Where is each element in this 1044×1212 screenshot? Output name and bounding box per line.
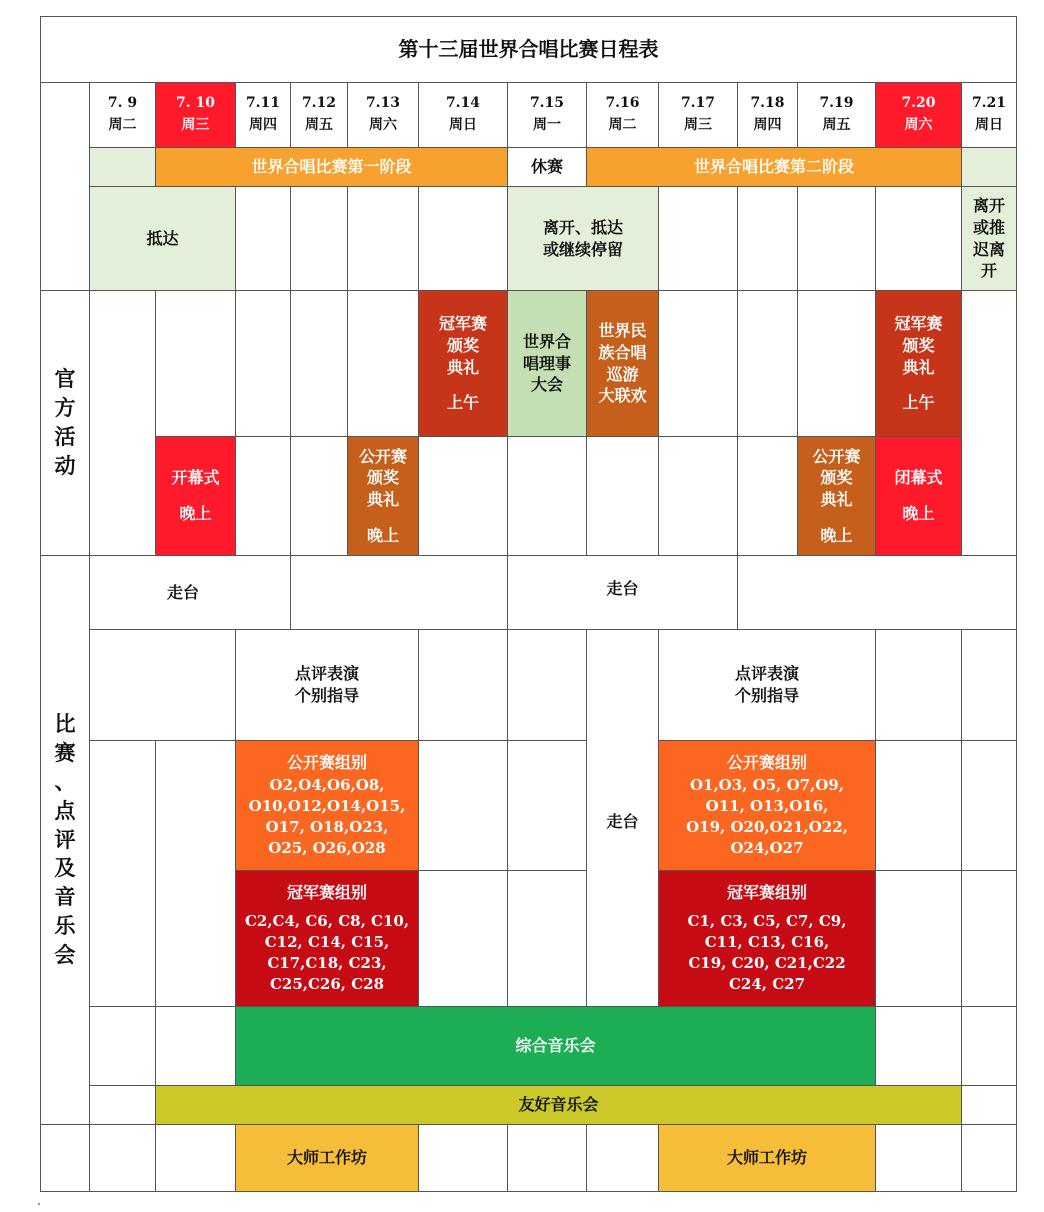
groups-empty-7-15-b: [507, 870, 587, 1007]
section-label-official: 官 方 活 动: [40, 290, 90, 556]
official-pm-empty-7-18: [737, 436, 798, 556]
day-header-7-15: [507, 82, 587, 148]
open-groups-title: 公开赛组别: [726, 753, 807, 773]
departure-line3: 迟离: [972, 239, 1005, 259]
page-speck: [38, 1203, 40, 1205]
arrival-empty-7-11: [235, 186, 291, 291]
champion-groups-line: C19, C20, C21,C22: [688, 953, 846, 972]
eval-empty-7-20: [875, 629, 962, 741]
day-weekday: 周日: [975, 117, 1003, 133]
evaluation-line2: 个别指导: [294, 686, 359, 705]
official-empty-7-19-am: [797, 290, 876, 437]
official-pm-empty-7-14: [418, 436, 508, 556]
award-line2: 颁奖: [446, 335, 479, 355]
day-weekday: 周五: [305, 117, 333, 133]
departure-line4: 开: [980, 261, 997, 281]
phase-empty-start: [89, 147, 156, 187]
official-empty-7-9: [89, 290, 156, 556]
departure-cell: [961, 186, 1017, 291]
day-weekday: 周一: [533, 117, 561, 133]
groups-empty-7-20-b: [875, 870, 962, 1007]
eval-empty-7-21: [961, 629, 1017, 741]
open-award-time: 晚上: [366, 525, 399, 545]
day-header-7-11: [235, 82, 291, 148]
workshop-empty-7-20: [875, 1124, 962, 1192]
day-date: 7.13: [365, 95, 401, 112]
official-pm-empty-7-17: [658, 436, 738, 556]
concert-empty-7-9: [89, 1006, 156, 1086]
arrival-empty-7-19: [797, 186, 876, 291]
day-weekday: 周日: [449, 117, 477, 133]
concert-empty-7-10: [155, 1006, 236, 1086]
day-header-7-18: [737, 82, 798, 148]
official-pm-empty-7-11: [235, 436, 291, 556]
groups-empty-7-14-b: [418, 870, 508, 1007]
groups-empty-7-21-b: [961, 870, 1017, 1007]
open-groups-line: O10,O12,O14,O15,: [248, 796, 406, 815]
arrival-empty-7-17: [658, 186, 738, 291]
groups-empty-7-14-a: [418, 740, 508, 871]
open-groups-line: O1,O3, O5, O7,O9,: [689, 775, 845, 794]
day-date: 7.16: [605, 95, 640, 112]
friendship-concert: 友好音乐会: [155, 1085, 962, 1125]
workshop-empty-7-21: [961, 1124, 1017, 1192]
day-weekday: 周四: [753, 117, 782, 133]
open-award-line1: 公开赛: [812, 446, 861, 466]
arrival-empty-7-12: [290, 186, 348, 291]
open-groups-line: O19, O20,O21,O22,: [686, 817, 848, 836]
champion-groups-line: C1, C3, C5, C7, C9,: [687, 911, 847, 930]
official-empty-7-17: [658, 290, 738, 437]
day-header-7-9: [89, 82, 156, 148]
day-date: 7. 9: [107, 95, 138, 112]
phase-rest: 休赛: [507, 147, 587, 187]
rehearsal-empty-mid: [290, 555, 508, 630]
eval-empty-7-15: [507, 629, 587, 741]
parade-line2: 族合唱: [598, 342, 647, 362]
opening-ceremony: [155, 436, 236, 556]
day-date: 7.20: [901, 95, 936, 112]
masterclass-workshop-first: 大师工作坊: [235, 1124, 419, 1192]
council-line3: 大会: [530, 375, 563, 395]
official-empty-7-11: [235, 290, 291, 437]
open-groups-line: O11, O13,O16,: [705, 796, 829, 815]
groups-empty-7-20-a: [875, 740, 962, 871]
champion-groups-line: C12, C14, C15,: [264, 932, 390, 951]
official-pm-empty-7-12: [290, 436, 348, 556]
champion-groups-line: C11, C13, C16,: [704, 932, 830, 951]
page-title: 第十三届世界合唱比赛日程表: [40, 16, 1017, 83]
champion-award-ceremony-second: [875, 290, 962, 437]
day-date: 7. 10: [176, 95, 215, 112]
council-meeting: [507, 290, 587, 437]
workshop-empty-7-15: [507, 1124, 587, 1192]
official-empty-7-12: [290, 290, 348, 437]
day-header-7-19: [797, 82, 876, 148]
closing-ceremony: [875, 436, 962, 556]
day-date: 7.19: [819, 95, 854, 112]
eval-empty-7-14: [418, 629, 508, 741]
award-line3: 典礼: [446, 357, 479, 377]
open-groups-line: O24,O27: [730, 838, 804, 857]
corner-cell: [40, 82, 90, 291]
day-weekday: 周二: [608, 117, 637, 133]
opening-time: 晚上: [179, 504, 212, 523]
champion-groups-line: C2,C4, C6, C8, C10,: [244, 911, 410, 930]
opening-label: 开幕式: [171, 468, 220, 488]
open-groups-line: O17, O18,O23,: [265, 817, 389, 836]
champion-groups-title: 冠军赛组别: [286, 883, 367, 903]
workshop-empty-7-14: [418, 1124, 508, 1192]
day-header-7-14: [418, 82, 508, 148]
leave-arrive-cell: [507, 186, 659, 291]
eval-empty-start: [89, 629, 236, 741]
phase-second: 世界合唱比赛第二阶段: [586, 147, 962, 187]
official-empty-7-13-am: [347, 290, 419, 437]
champion-groups-first: [235, 870, 419, 1007]
phase-empty-end: [961, 147, 1017, 187]
award-time: 上午: [902, 393, 935, 413]
evaluation-second: [658, 629, 876, 741]
groups-empty-7-21-a: [961, 740, 1017, 871]
general-concert: 综合音乐会: [235, 1006, 876, 1086]
leave-arrive-line1: 离开、抵达: [542, 217, 623, 237]
arrival-empty-7-18: [737, 186, 798, 291]
arrival-cell: 抵达: [89, 186, 236, 291]
award-line3: 典礼: [902, 357, 935, 377]
parade-line4: 大联欢: [598, 386, 647, 406]
rehearsal-empty-end: [737, 555, 1017, 630]
open-award-time: 晚上: [820, 525, 853, 545]
evaluation-first: [235, 629, 419, 741]
friendship-empty-7-9: [89, 1085, 156, 1125]
open-groups-line: O25, O26,O28: [268, 838, 386, 857]
award-line1: 冠军赛: [438, 314, 487, 334]
groups-empty-7-9: [89, 740, 156, 1007]
day-weekday: 周五: [822, 117, 851, 133]
evaluation-line2: 个别指导: [734, 686, 799, 705]
section-label-competition: 比 赛 、 点 评 及 音 乐 会: [40, 555, 90, 1125]
day-date: 7.11: [245, 95, 281, 112]
day-weekday: 周四: [249, 117, 277, 133]
departure-line1: 离开: [972, 196, 1005, 216]
workshop-empty-7-16: [586, 1124, 659, 1192]
day-date: 7.12: [301, 95, 337, 112]
official-empty-7-21: [961, 290, 1017, 556]
rehearsal-first: 走台: [89, 555, 291, 630]
open-award-line3: 典礼: [820, 490, 853, 509]
champion-groups-line: C24, C27: [728, 974, 806, 993]
open-award-line3: 典礼: [366, 490, 399, 509]
open-award-line2: 颁奖: [366, 468, 399, 488]
council-line2: 唱理事: [522, 353, 571, 373]
champion-groups-second: [658, 870, 876, 1007]
day-header-7-16: [586, 82, 659, 148]
day-date: 7.17: [680, 95, 716, 112]
champion-groups-line: C25,C26, C28: [269, 974, 385, 993]
evaluation-line1: 点评表演: [734, 664, 799, 684]
concert-empty-7-20: [875, 1006, 962, 1086]
open-award-line1: 公开赛: [358, 446, 407, 466]
open-groups-first: [235, 740, 419, 871]
workshop-empty-7-10: [155, 1124, 236, 1192]
arrival-empty-7-20: [875, 186, 962, 291]
official-pm-empty-7-15: [507, 436, 587, 556]
rehearsal-third: 走台: [586, 629, 659, 1007]
concert-empty-7-21: [961, 1006, 1017, 1086]
official-pm-empty-7-16: [586, 436, 659, 556]
parade-line1: 世界民: [598, 321, 647, 341]
day-weekday: 周二: [108, 117, 137, 133]
arrival-empty-7-13: [347, 186, 419, 291]
day-date: 7.21: [971, 95, 1007, 112]
award-time: 上午: [446, 393, 479, 413]
departure-line2: 或推: [972, 217, 1005, 237]
phase-first: 世界合唱比赛第一阶段: [155, 147, 508, 187]
groups-empty-7-15-a: [507, 740, 587, 871]
official-empty-7-10-am: [155, 290, 236, 437]
champion-groups-line: C17,C18, C23,: [267, 953, 387, 972]
day-header-7-21: [961, 82, 1017, 148]
open-award-ceremony-first: [347, 436, 419, 556]
council-line1: 世界合: [522, 332, 571, 352]
day-weekday: 周三: [684, 117, 712, 133]
champion-groups-title: 冠军赛组别: [726, 883, 807, 903]
section-label-workshop: [40, 1124, 90, 1192]
leave-arrive-line2: 或继续停留: [542, 239, 623, 259]
open-groups-title: 公开赛组别: [286, 753, 367, 773]
open-award-line2: 颁奖: [820, 468, 853, 488]
folk-parade: [586, 290, 659, 437]
day-header-7-10: [155, 82, 236, 148]
parade-line3: 巡游: [606, 364, 639, 384]
day-weekday: 周三: [181, 117, 210, 133]
open-groups-line: O2,O4,O6,O8,: [269, 775, 385, 794]
masterclass-workshop-second: 大师工作坊: [658, 1124, 876, 1192]
open-groups-second: [658, 740, 876, 871]
award-line2: 颁奖: [902, 335, 935, 355]
workshop-empty-7-9: [89, 1124, 156, 1192]
evaluation-line1: 点评表演: [294, 664, 359, 684]
day-date: 7.14: [445, 95, 481, 112]
day-weekday: 周六: [369, 117, 397, 133]
official-empty-7-18: [737, 290, 798, 437]
closing-time: 晚上: [902, 504, 935, 523]
award-line1: 冠军赛: [894, 314, 943, 334]
day-date: 7.15: [529, 95, 565, 112]
day-date: 7.18: [750, 95, 785, 112]
closing-label: 闭幕式: [894, 468, 943, 488]
day-header-7-12: [290, 82, 348, 148]
groups-empty-7-10: [155, 740, 236, 1007]
day-weekday: 周六: [904, 117, 933, 133]
day-header-7-13: [347, 82, 419, 148]
champion-award-ceremony-first: [418, 290, 508, 437]
open-award-ceremony-second: [797, 436, 876, 556]
friendship-empty-7-21: [961, 1085, 1017, 1125]
rehearsal-second: 走台: [507, 555, 738, 630]
day-header-7-17: [658, 82, 738, 148]
day-header-7-20: [875, 82, 962, 148]
arrival-empty-7-14: [418, 186, 508, 291]
